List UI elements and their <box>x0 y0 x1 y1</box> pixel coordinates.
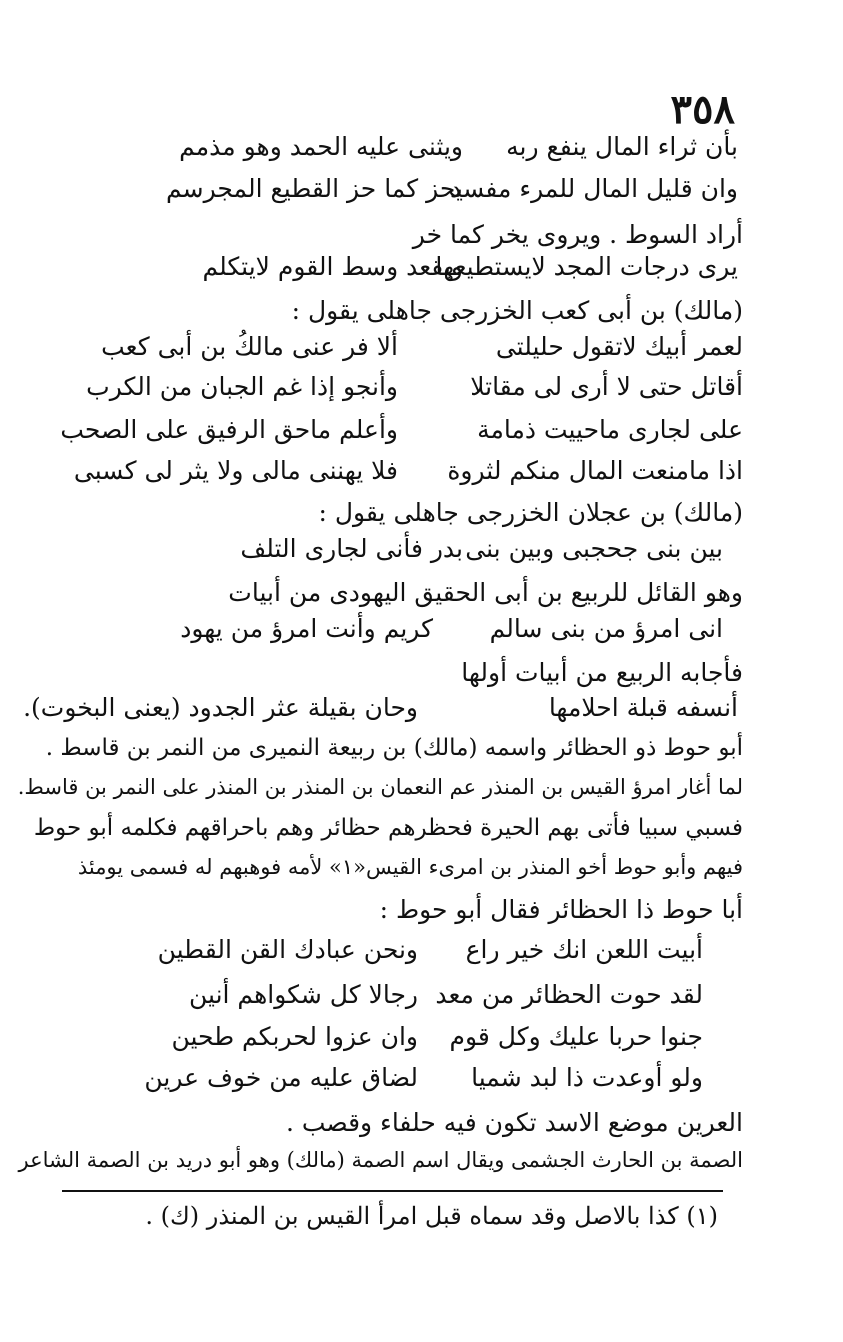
prose-line: أبو حوط ذو الحظائر واسمه (مالك) بن ربيعة النميرى من النمر بن قاسط . <box>45 735 743 761</box>
prose-line: وهو القائل للربيع بن أبى الحقيق اليهودى من أبيات <box>228 578 743 607</box>
verse-second-hemistich: ألا فر عنى مالكُ بن أبى كعب <box>101 332 398 361</box>
verse-line <box>118 935 703 975</box>
verse-second-hemistich: يحز كما حز القطيع المجرسم <box>166 174 463 203</box>
verse-line <box>118 1063 703 1103</box>
verse-first-hemistich: أقاتل حتى لا أرى لى مقاتلا <box>470 372 743 401</box>
verse-line <box>118 1022 703 1062</box>
verse-second-hemistich: لضاق عليه من خوف عرين <box>144 1063 418 1092</box>
verse-first-hemistich: يرى درجات المجد لايستطيعها <box>435 252 738 281</box>
verse-first-hemistich: اذا مامنعت المال منكم لثروة <box>447 456 743 485</box>
prose-line: العرين موضع الاسد تكون فيه حلفاء وقصب . <box>285 1108 743 1137</box>
verse-first-hemistich: بأن ثراء المال ينفع ربه <box>506 132 738 161</box>
verse-second-hemistich: بدر فأنى لجارى التلف <box>240 534 463 563</box>
verse-line <box>163 534 723 574</box>
verse-line <box>86 372 743 412</box>
verse-second-hemistich: وان عزوا لحربكم طحين <box>171 1022 418 1051</box>
verse-line <box>118 980 703 1020</box>
prose-line: (مالك) بن عجلان الخزرجى جاهلى يقول : <box>318 498 743 527</box>
verse-line <box>23 693 738 733</box>
verse-second-hemistich: رجالا كل شكواهم أنين <box>189 980 418 1009</box>
verse-first-hemistich: على لجارى ماحييت ذمامة <box>477 415 743 444</box>
verse-first-hemistich: ولو أوعدت ذا لبد شميا <box>471 1063 703 1092</box>
prose-line: فسبي سبيا فأتى بهم الحيرة فحظرهم حظائر وهم باحراقهم فكلمه أبو حوط <box>33 815 743 841</box>
prose-line: لما أغار امرؤ القيس بن المنذر عم النعمان بن المنذر بن المنذر على النمر بن قاسط. <box>17 775 743 799</box>
verse-first-hemistich: جنوا حربا عليك وكل قوم <box>449 1022 703 1051</box>
verse-second-hemistich: فلا يهننى مالى ولا يثر لى كسبى <box>73 456 398 485</box>
verse-first-hemistich: بين بنى جحجبى وبين بنى <box>465 534 723 563</box>
prose-line: فيهم وأبو حوط أخو المنذر بن امرىء القيس«١» لأمه فوهبهم له فسمى يومئذ <box>77 855 743 879</box>
verse-first-hemistich: لقد حوت الحظائر من معد <box>435 980 703 1009</box>
verse-second-hemistich: وأعلم ماحق الرفيق على الصحب <box>60 415 398 444</box>
page-number: ٣٥٨ <box>670 86 735 133</box>
verse-first-hemistich: أنسفه قبلة احلامها <box>548 693 738 722</box>
footnote: (١) كذا بالاصل وقد سماه قبل امرأ القيس بن المنذر (ك) . <box>145 1202 718 1230</box>
verse-second-hemistich: ونحن عبادك القن القطين <box>157 935 418 964</box>
footnote-separator <box>62 1190 723 1192</box>
verse-first-hemistich: وان قليل المال للمرء مفسد <box>449 174 738 203</box>
prose-line: فأجابه الربيع من أبيات أولها <box>461 658 743 687</box>
verse-first-hemistich: أبيت اللعن انك خير راع <box>465 935 703 964</box>
verse-line <box>133 614 723 654</box>
prose-line: أراد السوط . ويروى يخر كما خر <box>412 220 743 249</box>
verse-second-hemistich: وأنجو إذا غم الجبان من الكرب <box>86 372 398 401</box>
verse-line <box>98 332 743 372</box>
verse-line <box>163 252 738 292</box>
verse-first-hemistich: لعمر أبيك لاتقول حليلتى <box>495 332 743 361</box>
verse-second-hemistich: ويقعد وسط القوم لايتكلم <box>202 252 463 281</box>
verse-second-hemistich: ويثنى عليه الحمد وهو مذمم <box>179 132 463 161</box>
prose-line: الصمة بن الحارث الجشمى ويقال اسم الصمة (مالك) وهو أبو دريد بن الصمة الشاعر <box>18 1148 743 1172</box>
verse-line <box>163 132 738 172</box>
verse-line <box>163 174 738 214</box>
verse-line <box>60 415 743 455</box>
prose-line: أبا حوط ذا الحظائر فقال أبو حوط : <box>379 895 743 924</box>
prose-line: (مالك) بن أبى كعب الخزرجى جاهلى يقول : <box>291 296 743 325</box>
verse-second-hemistich: كريم وأنت امرؤ من يهود <box>180 614 433 643</box>
verse-line <box>73 456 743 496</box>
verse-first-hemistich: انى امرؤ من بنى سالم <box>489 614 723 643</box>
verse-second-hemistich: وحان بقيلة عثر الجدود (يعنى البخوت). <box>23 693 418 722</box>
